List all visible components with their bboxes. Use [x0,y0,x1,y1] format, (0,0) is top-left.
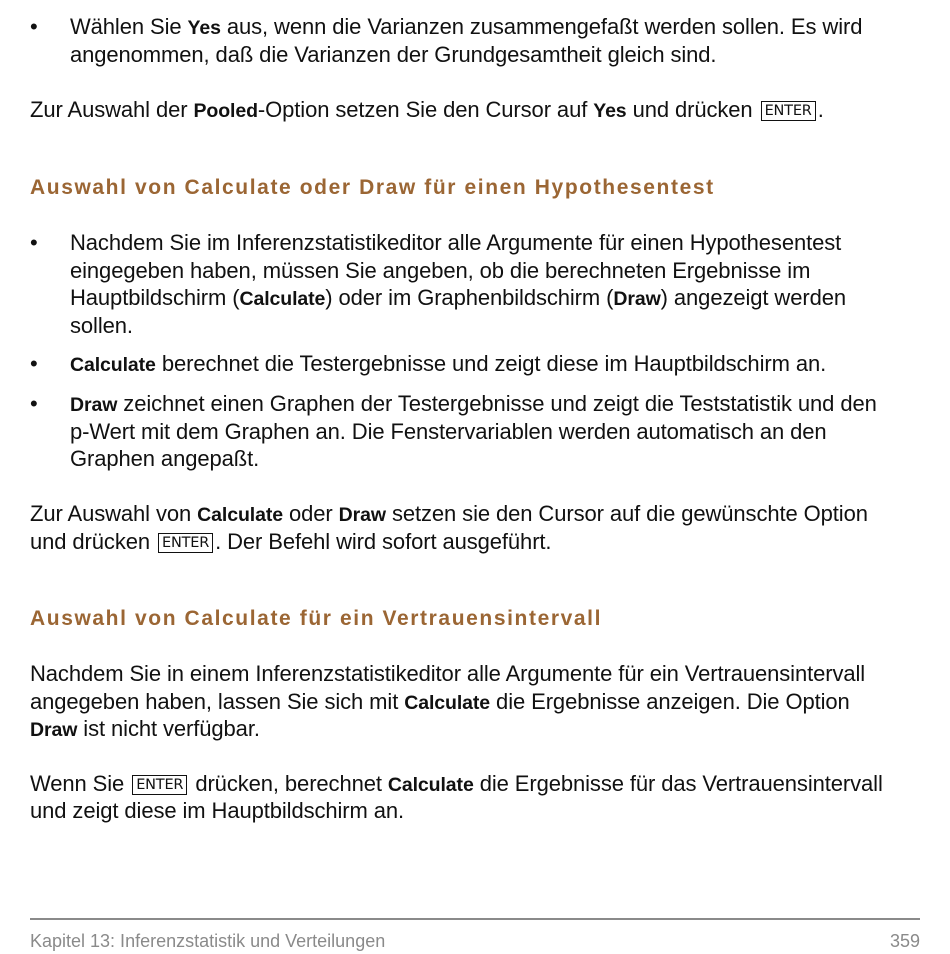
keyword-calculate: Calculate [239,288,326,310]
pooled-bullet-line-1: Wählen Sie Yes aus, wenn die Varianzen zusammengefaßt werden sollen. Es wird [70,14,863,39]
bullet-text-line: Draw zeichnet einen Graphen der Testergebnisse und zeigt die Teststatistik und den [70,391,877,416]
section-heading-confidence-interval: Auswahl von Calculate für ein Vertrauensintervall [30,607,603,630]
keyword-draw: Draw [613,288,661,310]
paragraph-line: Wenn Sie ENTER drücken, berechnet Calculate die Ergebnisse für das Vertrauensintervall [30,771,883,796]
enter-key-glyph: ENTER [132,775,187,795]
paragraph-line: und zeigt diese im Hauptbildschirm an. [30,798,405,823]
keyword-draw: Draw [338,504,386,526]
bullet-text-line: Hauptbildschirm (Calculate) oder im Graphenbildschirm (Draw) angezeigt werden [70,285,846,310]
keyword-yes: Yes [187,17,221,39]
keyword-pooled: Pooled [193,100,258,122]
keyword-draw: Draw [70,394,118,416]
keyword-yes: Yes [593,100,627,122]
enter-key-glyph: ENTER [158,533,213,553]
keyword-draw: Draw [30,719,78,741]
section-heading-hypothesis-test: Auswahl von Calculate oder Draw für einen Hypothesentest [30,176,715,199]
bullet-text-line: Nachdem Sie im Inferenzstatistikeditor alle Argumente für einen Hypothesentest [70,230,842,255]
keyword-calculate: Calculate [404,692,491,714]
bullet-text-line: Graphen angepaßt. [70,446,260,471]
bullet-text-line: eingegeben haben, müssen Sie angeben, ob die berechneten Ergebnisse im [70,258,811,283]
footer-page-number: 359 [889,931,920,951]
paragraph-line: angegeben haben, lassen Sie sich mit Calculate die Ergebnisse anzeigen. Die Option [30,689,850,714]
keyword-calculate: Calculate [70,354,156,376]
pooled-bullet-line-2: angenommen, daß die Varianzen der Grundgesamtheit gleich sind. [70,42,717,67]
footer-chapter-title: Kapitel 13: Inferenzstatistik und Verteilungen [30,931,386,951]
bullet-marker: • [30,391,38,416]
pooled-paragraph: Zur Auswahl der Pooled-Option setzen Sie den Cursor auf Yes und drücken ENTER . [30,97,824,122]
footer-divider [30,918,920,920]
bullet-text-line: Calculate berechnet die Testergebnisse und zeigt diese im Hauptbildschirm an. [70,351,827,376]
enter-key-glyph: ENTER [761,101,816,121]
paragraph-line: Nachdem Sie in einem Inferenzstatistikeditor alle Argumente für ein Vertrauensintervall [30,661,866,686]
paragraph-line: Draw ist nicht verfügbar. [30,716,260,741]
bullet-marker: • [30,14,38,39]
bullet-marker: • [30,230,38,255]
paragraph-line: Zur Auswahl von Calculate oder Draw setzen sie den Cursor auf die gewünschte Option [30,501,868,526]
bullet-marker: • [30,351,38,376]
paragraph-line: und drücken ENTER . Der Befehl wird sofort ausgeführt. [30,529,552,554]
keyword-calculate: Calculate [387,774,474,796]
keyword-calculate: Calculate [197,504,283,526]
bullet-text-line: sollen. [70,313,133,338]
bullet-text-line: p-Wert mit dem Graphen an. Die Fenstervariablen werden automatisch an den [70,419,827,444]
